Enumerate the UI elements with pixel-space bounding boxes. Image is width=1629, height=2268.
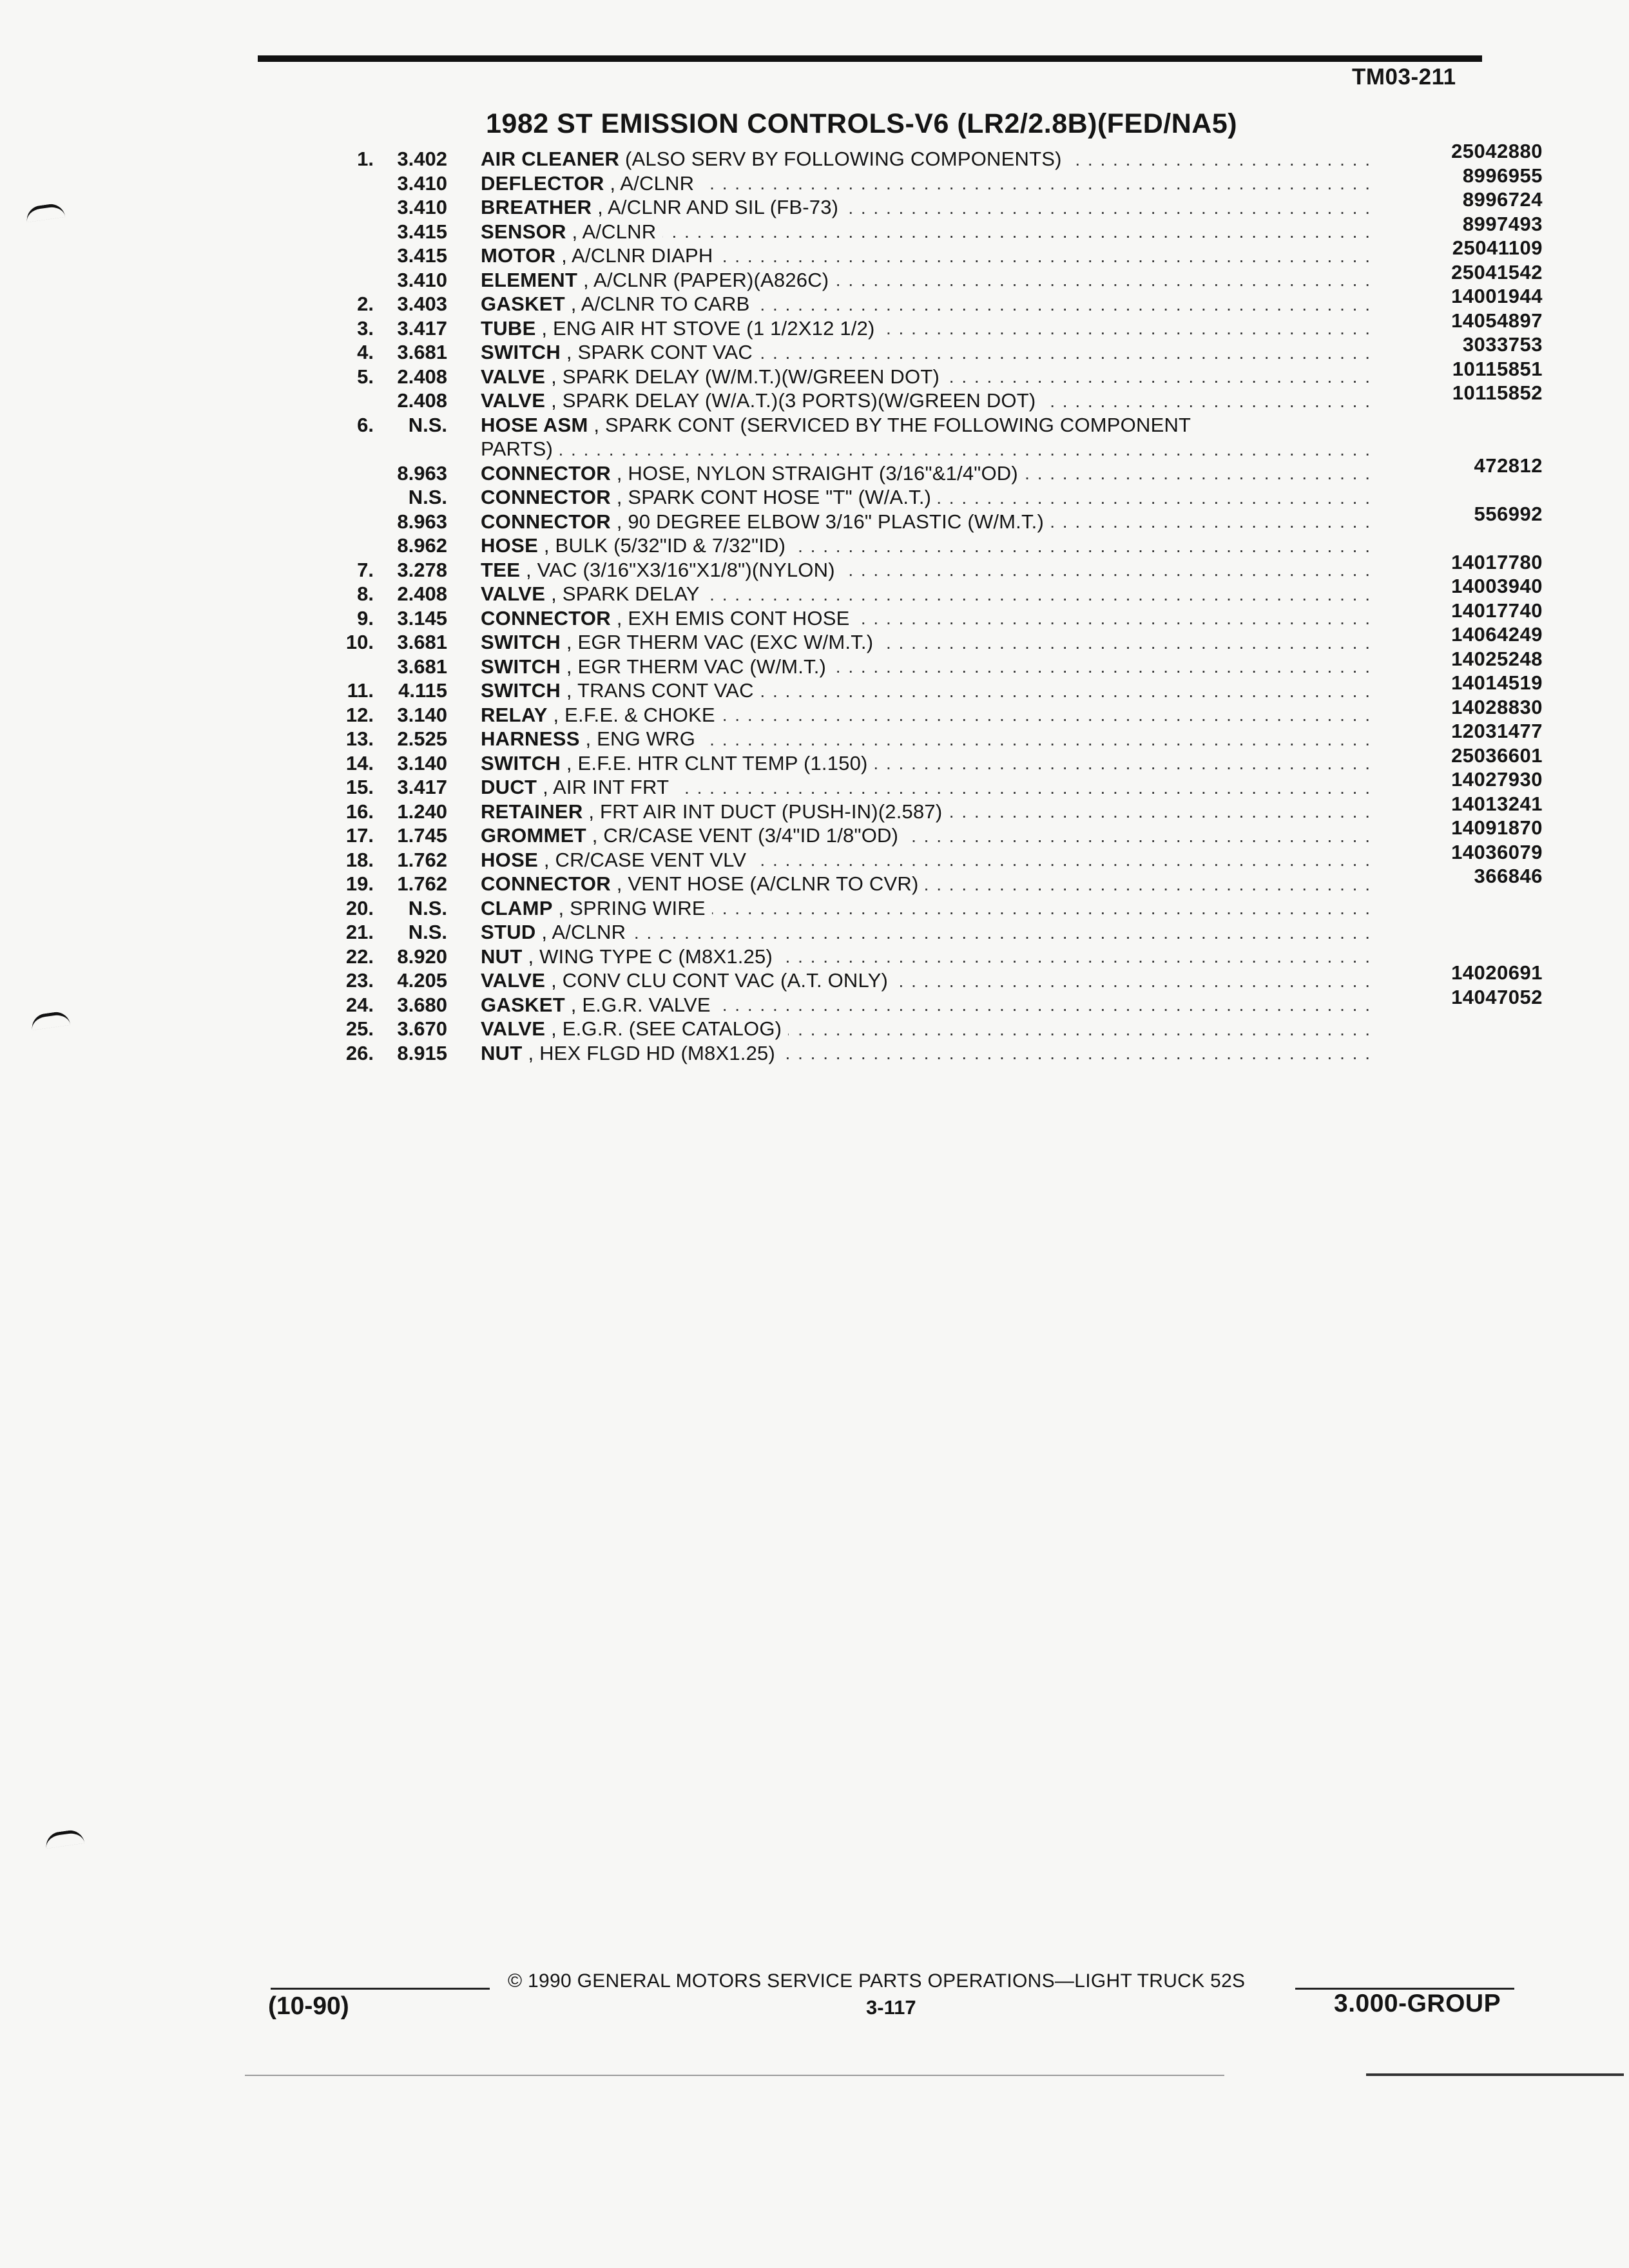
ref-number: 4. — [357, 341, 374, 363]
part-number: 366846 — [1474, 865, 1543, 887]
group-number: 3.670 — [397, 1017, 447, 1040]
part-name: DUCT — [481, 776, 537, 798]
part-name: STUD — [481, 921, 536, 943]
part-name: RELAY — [481, 703, 548, 726]
part-row — [303, 575, 1543, 606]
part-detail: , AIR INT FRT — [537, 776, 670, 798]
part-row — [303, 671, 1543, 703]
part-detail: , VENT HOSE (A/CLNR TO CVR) — [610, 872, 919, 895]
group-number: 8.962 — [397, 534, 447, 557]
part-row — [303, 961, 1543, 993]
part-detail: , A/CLNR AND SIL (FB-73) — [592, 196, 839, 218]
part-row — [303, 454, 1543, 486]
part-name: RETAINER — [481, 800, 583, 823]
group-number: 3.681 — [397, 655, 447, 678]
group-number: 1.745 — [397, 824, 447, 847]
group-number: N.S. — [408, 486, 447, 508]
part-name: CLAMP — [481, 896, 553, 919]
part-name: NUT — [481, 1041, 523, 1064]
part-detail: , SPARK CONT (SERVICED BY THE FOLLOWING COMPONENT — [588, 413, 1191, 436]
part-name: HOSE — [481, 534, 539, 557]
group-number: 3.140 — [397, 751, 447, 774]
part-row — [303, 865, 1543, 896]
part-name: TUBE — [481, 316, 536, 340]
part-detail: , EXH EMIS CONT HOSE — [610, 606, 850, 629]
group-number: 3.417 — [397, 776, 447, 798]
part-number: 14003940 — [1451, 575, 1543, 597]
part-detail: PARTS) — [481, 437, 554, 460]
ref-number: 23. — [345, 969, 374, 992]
part-number: 14047052 — [1451, 985, 1543, 1008]
part-name: CONNECTOR — [481, 461, 611, 485]
part-row — [303, 695, 1543, 727]
part-number: 14025248 — [1451, 647, 1543, 670]
group-number: 4.115 — [398, 679, 447, 702]
group-number: 3.278 — [397, 558, 447, 581]
group-number: 2.525 — [397, 727, 447, 750]
part-detail: , EGR THERM VAC (EXC W/M.T.) — [561, 631, 874, 653]
part-detail: , EGR THERM VAC (W/M.T.) — [561, 655, 827, 678]
part-row — [303, 985, 1543, 1017]
group-number: 2.408 — [397, 389, 447, 412]
part-number: 14028830 — [1451, 695, 1543, 718]
part-name: GASKET — [481, 293, 565, 315]
ref-number: 20. — [345, 896, 374, 919]
part-detail: , A/CLNR TO CARB — [564, 293, 750, 315]
part-name: TEE — [481, 558, 521, 581]
part-name: MOTOR — [481, 244, 556, 267]
part-name: DEFLECTOR — [481, 171, 604, 195]
part-detail: , WING TYPE C (M8X1.25) — [522, 945, 773, 968]
ref-number: 18. — [345, 848, 374, 871]
part-number: 14014519 — [1451, 671, 1543, 694]
part-detail: , VAC (3/16"X3/16"X1/8")(NYLON) — [520, 558, 835, 581]
part-detail: , TRANS CONT VAC — [561, 679, 754, 702]
part-detail: , E.G.R. (SEE CATALOG) — [545, 1017, 782, 1040]
part-name: CONNECTOR — [481, 510, 611, 533]
part-row — [303, 599, 1543, 631]
group-number: 1.762 — [397, 872, 447, 895]
part-number: 3033753 — [1462, 333, 1543, 356]
group-number: 3.403 — [397, 293, 447, 315]
part-row — [303, 720, 1543, 751]
part-detail: , A/CLNR — [535, 921, 626, 943]
part-number: 8996955 — [1462, 164, 1543, 187]
ref-number: 16. — [345, 800, 374, 823]
part-row — [303, 896, 1527, 921]
part-name: AIR CLEANER — [481, 148, 620, 170]
group-number: 3.417 — [397, 316, 447, 340]
part-row — [303, 840, 1543, 872]
group-number: 2.408 — [397, 582, 447, 605]
part-number: 14020691 — [1451, 961, 1543, 984]
ref-number: 22. — [345, 945, 374, 968]
part-name: CONNECTOR — [481, 606, 611, 629]
part-row — [303, 381, 1543, 413]
ref-number: 26. — [345, 1041, 374, 1064]
part-number: 14017780 — [1451, 550, 1543, 573]
ref-number: 21. — [345, 921, 374, 943]
page-title: 1982 ST EMISSION CONTROLS-V6 (LR2/2.8B)(FED/NA5) — [486, 108, 1238, 139]
part-row — [303, 437, 1527, 461]
part-name: VALVE — [481, 1017, 546, 1040]
group-number: 3.410 — [397, 171, 447, 195]
part-detail: , E.F.E. & CHOKE — [547, 703, 715, 726]
part-name: HARNESS — [481, 727, 580, 750]
part-description — [481, 920, 1629, 945]
part-detail: , ENG WRG — [579, 727, 696, 750]
part-row — [303, 413, 1527, 437]
part-name: SWITCH — [481, 341, 561, 363]
part-number: 14027930 — [1451, 768, 1543, 791]
part-name: GROMMET — [481, 824, 586, 847]
part-row — [303, 744, 1543, 776]
ref-number: 11. — [347, 679, 374, 702]
group-number: 3.681 — [397, 631, 447, 653]
ref-number: 9. — [357, 606, 374, 629]
part-name: BREATHER — [481, 196, 592, 218]
ref-number: 12. — [345, 703, 374, 726]
part-row — [303, 485, 1527, 510]
part-number: 10115852 — [1452, 381, 1543, 404]
group-number: 3.415 — [397, 220, 447, 243]
group-number: 3.410 — [397, 196, 447, 218]
part-detail: , HEX FLGD HD (M8X1.25) — [522, 1041, 776, 1064]
part-detail: , A/CLNR DIAPH — [555, 244, 713, 267]
part-row — [303, 188, 1543, 220]
part-number: 10115851 — [1452, 357, 1543, 380]
part-number: 14054897 — [1451, 309, 1543, 332]
punch-hole-mark — [25, 202, 66, 222]
part-name: VALVE — [481, 365, 546, 388]
part-detail: , A/CLNR — [566, 220, 657, 243]
group-number: 8.963 — [397, 461, 447, 485]
part-row — [303, 647, 1543, 679]
part-detail: , E.G.R. VALVE — [564, 993, 711, 1016]
part-name: SWITCH — [481, 631, 561, 653]
part-detail: , SPARK CONT VAC — [561, 341, 753, 363]
group-number: 3.681 — [397, 341, 447, 363]
part-number: 8996724 — [1462, 188, 1543, 211]
part-description — [481, 1017, 1629, 1041]
part-row — [303, 502, 1543, 534]
part-number: 25041109 — [1452, 236, 1543, 259]
ref-number: 13. — [345, 727, 374, 750]
copyright-notice: © 1990 GENERAL MOTORS SERVICE PARTS OPERATIONS—LIGHT TRUCK 52S — [508, 1970, 1246, 1992]
part-row — [303, 140, 1543, 171]
part-row — [303, 816, 1543, 848]
group-number: 1.762 — [397, 848, 447, 871]
group-label: 3.000-GROUP — [1334, 1990, 1501, 2017]
part-detail: , ENG AIR HT STOVE (1 1/2X12 1/2) — [535, 316, 875, 340]
ref-number: 10. — [345, 631, 374, 653]
bottom-rule — [245, 2075, 1224, 2076]
footer-rule-left — [271, 1988, 490, 1990]
group-number: 3.415 — [397, 244, 447, 267]
part-name: SWITCH — [481, 751, 561, 774]
group-number: 8.920 — [397, 945, 447, 968]
ref-number: 19. — [345, 872, 374, 895]
part-number: 14064249 — [1451, 623, 1543, 646]
page-number: 3-117 — [866, 1996, 916, 2019]
part-number: 14001944 — [1451, 285, 1543, 307]
part-detail: , SPRING WIRE — [552, 896, 706, 919]
part-row — [303, 212, 1543, 244]
part-number: 14036079 — [1451, 840, 1543, 863]
group-number: N.S. — [408, 921, 447, 943]
part-row — [303, 792, 1543, 824]
ref-number: 1. — [357, 148, 374, 170]
part-detail: , 90 DEGREE ELBOW 3/16" PLASTIC (W/M.T.) — [610, 510, 1045, 533]
group-number: 8.915 — [397, 1041, 447, 1064]
part-row — [303, 920, 1527, 945]
group-number: 4.205 — [397, 969, 447, 992]
part-number: 8997493 — [1462, 212, 1543, 235]
ref-number: 2. — [357, 293, 374, 315]
group-number: 2.408 — [397, 365, 447, 388]
punch-hole-mark — [30, 1010, 71, 1030]
part-detail: (ALSO SERV BY FOLLOWING COMPONENTS) — [619, 148, 1062, 170]
part-row — [303, 623, 1543, 655]
part-row — [303, 945, 1527, 969]
group-number: 1.240 — [397, 800, 447, 823]
part-row — [303, 533, 1527, 558]
part-description — [481, 413, 1629, 437]
ref-number: 7. — [357, 558, 374, 581]
part-detail: , BULK (5/32"ID & 7/32"ID) — [538, 534, 786, 557]
ref-number: 14. — [345, 751, 374, 774]
group-number: N.S. — [408, 896, 447, 919]
ref-number: 3. — [357, 316, 374, 340]
part-detail: , A/CLNR — [604, 171, 695, 195]
part-name: SWITCH — [481, 655, 561, 678]
ref-number: 6. — [357, 413, 374, 436]
part-number: 14091870 — [1451, 816, 1543, 839]
part-name: NUT — [481, 945, 523, 968]
part-row — [303, 1041, 1527, 1066]
part-detail: , HOSE, NYLON STRAIGHT (3/16"&1/4"OD) — [610, 461, 1018, 485]
part-detail: , CR/CASE VENT (3/4"ID 1/8"OD) — [586, 824, 899, 847]
group-number: 3.680 — [397, 993, 447, 1016]
part-row — [303, 357, 1543, 389]
part-row — [303, 260, 1543, 293]
part-name: ELEMENT — [481, 268, 578, 291]
part-description — [481, 896, 1629, 921]
part-name: VALVE — [481, 969, 546, 992]
group-number: 3.145 — [397, 606, 447, 629]
part-row — [303, 1017, 1527, 1041]
part-name: CONNECTOR — [481, 486, 611, 508]
part-detail: , CONV CLU CONT VAC (A.T. ONLY) — [545, 969, 889, 992]
part-detail: , FRT AIR INT DUCT (PUSH-IN)(2.587) — [583, 800, 943, 823]
group-number: 3.410 — [397, 268, 447, 291]
part-row — [303, 164, 1543, 196]
part-detail: , SPARK CONT HOSE "T" (W/A.T.) — [610, 486, 932, 508]
group-number: 3.140 — [397, 703, 447, 726]
part-detail: , SPARK DELAY (W/M.T.)(W/GREEN DOT) — [545, 365, 940, 388]
punch-hole-mark — [44, 1829, 85, 1849]
part-name: SWITCH — [481, 679, 561, 702]
part-description — [481, 1041, 1629, 1066]
group-number: N.S. — [408, 413, 447, 436]
document-code: TM03-211 — [1352, 64, 1456, 90]
revision-date: (10-90) — [268, 1992, 349, 2020]
part-number: 25042880 — [1451, 140, 1543, 162]
ref-number: 5. — [357, 365, 374, 388]
part-number: 14013241 — [1451, 792, 1543, 815]
part-number: 25036601 — [1451, 744, 1543, 767]
part-name: VALVE — [481, 582, 546, 605]
part-row — [303, 285, 1543, 316]
part-number: 556992 — [1474, 502, 1543, 525]
part-detail: , CR/CASE VENT VLV — [538, 848, 747, 871]
part-name: GASKET — [481, 993, 565, 1016]
part-detail: , SPARK DELAY (W/A.T.)(3 PORTS)(W/GREEN DOT) — [545, 389, 1036, 412]
part-number: 14017740 — [1451, 599, 1543, 622]
ref-number: 15. — [345, 776, 374, 798]
part-row — [303, 309, 1543, 341]
ref-number: 24. — [345, 993, 374, 1016]
bottom-rule-right — [1366, 2073, 1624, 2076]
part-name: VALVE — [481, 389, 546, 412]
part-name: HOSE — [481, 848, 539, 871]
part-detail: , SPARK DELAY — [545, 582, 700, 605]
part-name: CONNECTOR — [481, 872, 611, 895]
part-row — [303, 333, 1543, 365]
part-number: 12031477 — [1451, 720, 1543, 742]
group-number: 3.402 — [397, 148, 447, 170]
ref-number: 17. — [345, 824, 374, 847]
parts-list — [303, 140, 1543, 1065]
part-row — [303, 768, 1543, 800]
part-detail: , E.F.E. HTR CLNT TEMP (1.150) — [561, 751, 868, 774]
ref-number: 25. — [345, 1017, 374, 1040]
part-row — [303, 236, 1543, 268]
part-number: 25041542 — [1451, 260, 1543, 284]
header-rule — [258, 55, 1482, 62]
group-number: 8.963 — [397, 510, 447, 533]
part-name: SENSOR — [481, 220, 566, 243]
part-row — [303, 550, 1543, 582]
part-detail: , A/CLNR (PAPER)(A826C) — [577, 268, 829, 291]
ref-number: 8. — [357, 582, 374, 605]
part-number: 472812 — [1474, 454, 1543, 477]
part-name: HOSE ASM — [481, 413, 588, 436]
